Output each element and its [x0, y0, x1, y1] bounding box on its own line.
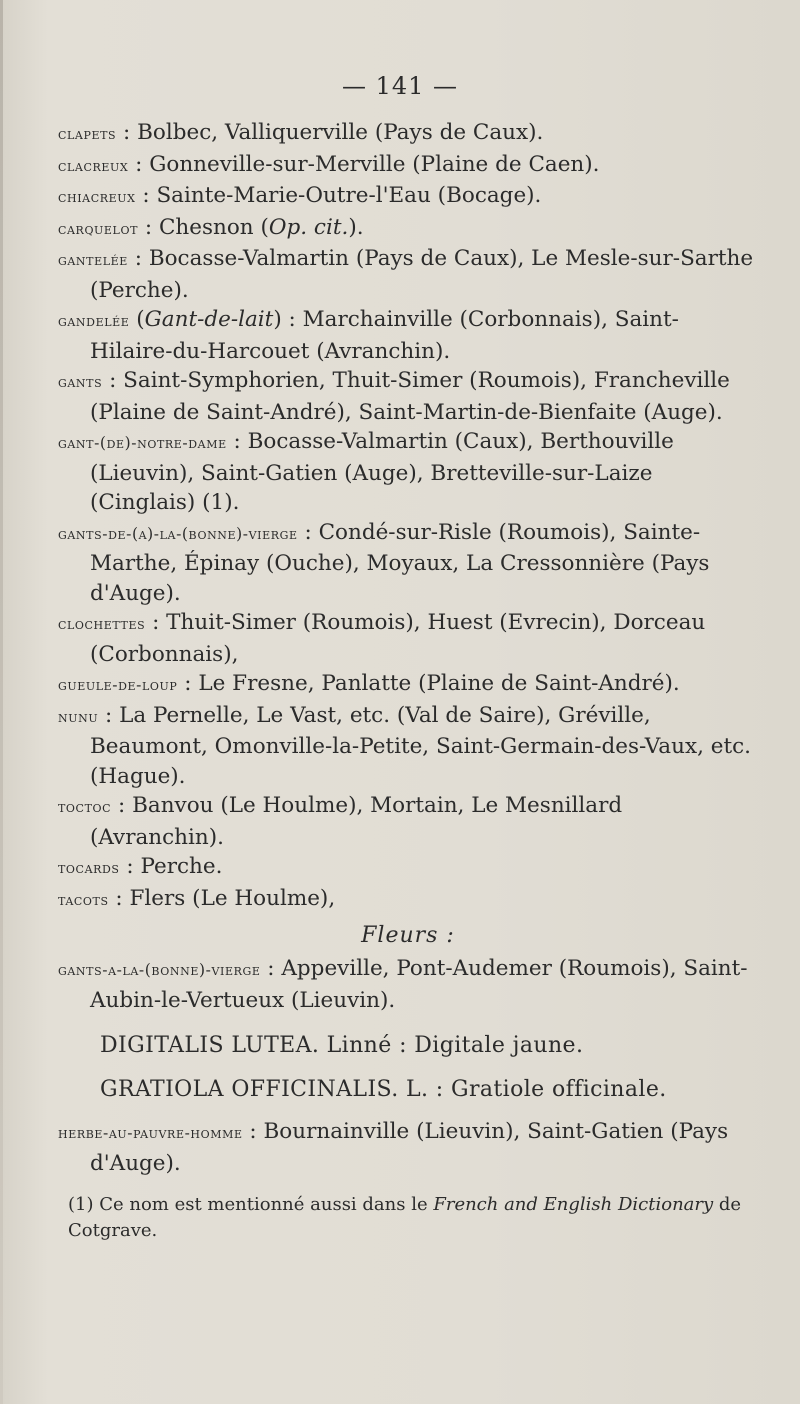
entry-term: gants [58, 373, 103, 391]
page-edge [0, 0, 3, 1404]
entry-toctoc: toctoc : Banvou (Le Houlme), Mortain, Le Mesnillard (Avranchin). [58, 793, 623, 850]
entry-gant-notre-dame: gant-(de)-notre-dame : Bocasse-Valmartin (Caux), Berthouville (Lieuvin), Saint-Gatien (Auge), Bretteville-sur-Laize (Cinglais) (1). [58, 429, 674, 515]
entry-term: nunu [58, 707, 99, 726]
entry-term: gandelée [58, 312, 130, 330]
entry-gantelee: gantelée : Bocasse-Valmartin (Pays de Caux), Le Mesle-sur-Sarthe (Perche). [58, 246, 754, 303]
entry-gueule-de-loup: gueule-de-loup : Le Fresne, Panlatte (Plaine de Saint-André). [58, 671, 680, 696]
entry-text: Bocasse-Valmartin (Caux), Berthouville (Lieuvin), Saint-Gatien (Auge), Bretteville-sur-Laize (Cinglais) (1). [90, 429, 674, 515]
flowers-heading: Fleurs : [361, 923, 455, 948]
entry-term: gants-a-la-(bonne)-vierge [58, 961, 261, 979]
entry-carquelot: carquelot : Chesnon (Op. cit.). [58, 214, 364, 240]
entry-tocards: tocards : Perche. [58, 854, 223, 879]
entry-text: Sainte-Marie-Outre-l'Eau (Bocage). [156, 183, 542, 208]
entry-term: herbe-au-pauvre-homme [58, 1124, 243, 1142]
footnote-book-title: French and English Dictionary [433, 1194, 714, 1215]
entry-text: Bournainville (Lieuvin), Saint-Gatien (Pays d'Auge). [90, 1119, 729, 1176]
entry-text: Le Fresne, Panlatte (Plaine de Saint-André). [198, 671, 680, 696]
entry-text: Perche. [140, 854, 223, 879]
entry-text: Thuit-Simer (Roumois), Huest (Evrecin), Dorceau (Corbonnais), [90, 610, 706, 667]
entry-term: gantelée [58, 251, 128, 269]
entry-text: Bolbec, Valliquerville (Pays de Caux). [137, 120, 544, 145]
entry-term: gants-de-(a)-la-(bonne)-vierge [58, 524, 298, 543]
page-number: — 141 — [341, 72, 459, 100]
footnote: (1) Ce nom est mentionné aussi dans le French and English Dictionary de Cotgrave. [68, 1194, 742, 1241]
entry-clochettes: clochettes : Thuit-Simer (Roumois), Huest (Evrecin), Dorceau (Corbonnais), [58, 610, 706, 667]
entry-list [58, 118, 758, 1244]
entry-text: Appeville, Pont-Audemer (Roumois), Saint-Aubin-le-Vertueux (Lieuvin). [90, 956, 748, 1013]
entry-term: gueule-de-loup [58, 676, 178, 694]
species-heading-digitalis: DIGITALIS LUTEA. Linné : Digitale jaune. [100, 1033, 584, 1058]
entry-text: Gonneville-sur-Merville (Plaine de Caen). [149, 151, 600, 177]
entry-gandelee: gandelée (Gant-de-lait) : Marchainville (Corbonnais), Saint-Hilaire-du-Harcouet (Avranchin). [58, 307, 679, 364]
entry-flowers-gants-vierge: gants-a-la-(bonne)-vierge : Appeville, Pont-Audemer (Roumois), Saint-Aubin-le-Vertueux (Lieuvin). [58, 956, 748, 1013]
entry-text: ). [348, 214, 364, 240]
entry-text: ) : Marchainville (Corbonnais), Saint-Hilaire-du-Harcouet (Avranchin). [90, 307, 679, 364]
entry-citation: Op. cit. [268, 214, 349, 240]
entry-herbe-au-pauvre-homme: herbe-au-pauvre-homme : Bournainville (Lieuvin), Saint-Gatien (Pays d'Auge). [58, 1119, 729, 1176]
entry-term: toctoc [58, 798, 112, 816]
entry-text: Banvou (Le Houlme), Mortain, Le Mesnillard (Avranchin). [90, 793, 623, 850]
entry-term: clapets [58, 125, 117, 143]
species-heading-gratiola: GRATIOLA OFFICINALIS. L. : Gratiole officinale. [100, 1077, 667, 1102]
entry-term: chiacreux [58, 188, 136, 206]
entry-term: gant-(de)-notre-dame [58, 434, 227, 452]
entry-chiacreux: chiacreux : Sainte-Marie-Outre-l'Eau (Bocage). [58, 183, 542, 208]
entry-term: tacots [58, 890, 109, 909]
entry-clacreux: clacreux : Gonneville-sur-Merville (Plaine de Caen). [58, 151, 600, 177]
entry-gants: gants : Saint-Symphorien, Thuit-Simer (Roumois), Francheville (Plaine de Saint-André), Saint-Martin-de-Bienfaite (Auge). [58, 368, 730, 425]
entry-gants-vierge: gants-de-(a)-la-(bonne)-vierge : Condé-sur-Risle (Roumois), Sainte-Marthe, Épinay (Ouche), Moyaux, La Cressonnière (Pays d'Auge). [58, 519, 710, 606]
entry-term: tocards [58, 859, 120, 877]
entry-text: Saint-Symphorien, Thuit-Simer (Roumois), Francheville (Plaine de Saint-André), Saint-Martin-de-Bienfaite (Auge). [90, 368, 730, 425]
entry-term: clacreux [58, 156, 129, 175]
entry-term: clochettes [58, 615, 146, 633]
entry-text: Bocasse-Valmartin (Pays de Caux), Le Mesle-sur-Sarthe (Perche). [90, 246, 754, 303]
entry-clapets: clapets : Bolbec, Valliquerville (Pays de Caux). [58, 120, 544, 145]
entry-nunu: nunu : La Pernelle, Le Vast, etc. (Val de Saire), Gréville, Beaumont, Omonville-la-Petite, Saint-Germain-des-Vaux, etc. (Hague). [58, 702, 751, 789]
entry-text: La Pernelle, Le Vast, etc. (Val de Saire), Gréville, Beaumont, Omonville-la-Petite, Saint-Germain-des-Vaux, etc. (Hague). [90, 702, 751, 789]
entry-text: Condé-sur-Risle (Roumois), Sainte-Marthe, Épinay (Ouche), Moyaux, La Cressonnière (Pays d'Auge). [90, 519, 710, 606]
entry-text: Flers (Le Houlme), [129, 885, 336, 911]
entry-term: carquelot [58, 219, 139, 238]
entry-tacots: tacots : Flers (Le Houlme), [58, 885, 336, 911]
entry-gloss: Gant-de-lait [144, 307, 274, 332]
